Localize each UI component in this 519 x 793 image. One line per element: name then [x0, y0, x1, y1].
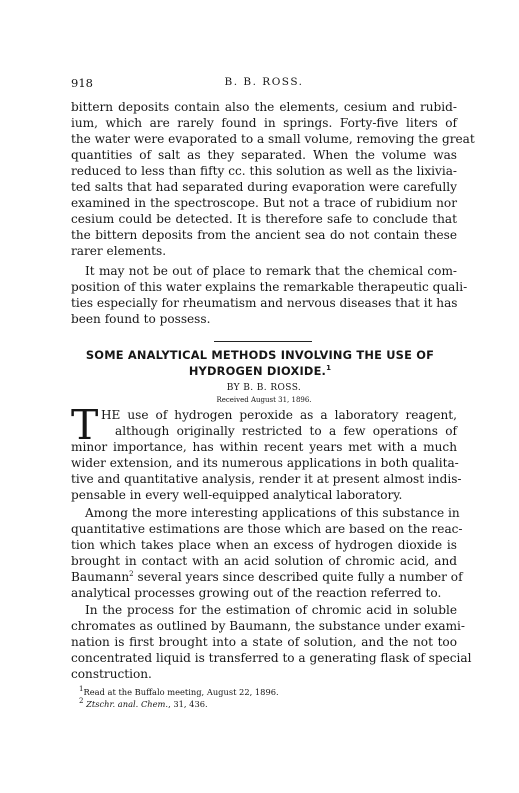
baumann-name: Baumann: [71, 570, 130, 585]
running-header: [71, 76, 457, 92]
footnote-1-mark: 1: [79, 685, 84, 694]
text-line: It may not be out of place to remark that the chemical com-: [85, 264, 457, 278]
article-title-line-1: SOME ANALYTICAL METHODS INVOLVING THE USE OF: [85, 348, 435, 362]
paragraph-chromic-acid: [71, 602, 472, 682]
text-line: rarer elements.: [71, 244, 167, 259]
footnote-2-ref: , 31, 436.: [168, 699, 208, 709]
text-line: reduced to less than fifty cc. this solution as well as the lixivia-: [71, 164, 457, 179]
article-byline: BY B. B. ROSS.: [226, 383, 302, 393]
paragraph-hydrogen-peroxide: [71, 439, 462, 503]
article-title-text: HYDROGEN DIOXIDE.: [188, 364, 327, 378]
text-line: minor importance, has within recent years met with a much: [71, 440, 457, 454]
footnote-2: [79, 698, 459, 710]
page-number: 918: [71, 76, 93, 90]
footnote-2-journal: Ztschr. anal. Chem.: [86, 699, 169, 709]
text-line: ties especially for rheumatism and nervous diseases that it has: [71, 296, 458, 311]
text-line: examined in the spectroscope. But not a trace of rubidium nor: [71, 196, 457, 211]
text-line: ted salts that had separated during evaporation were carefully: [71, 180, 457, 195]
text-line: quantities of salt as they separated. When the volume was: [71, 148, 457, 163]
text-line: been found to possess.: [71, 312, 211, 327]
text-line: construction.: [71, 667, 152, 682]
footnote-marker-2: 2: [129, 570, 134, 579]
drop-cap: T: [71, 401, 99, 449]
text-line: nation is first brought into a state of solution, and the not too: [71, 635, 457, 650]
text-line: In the process for the estimation of chromic acid in soluble: [85, 603, 457, 617]
footnote-1-text: Read at the Buffalo meeting, August 22, 1896.: [83, 687, 279, 697]
text-line: ium, which are rarely found in springs. Forty-five liters of: [71, 116, 457, 131]
text-line: wider extension, and its numerous applications in both qualita-: [71, 456, 459, 471]
text-line: concentrated liquid is transferred to a generating flask of special: [71, 651, 472, 666]
text-line: although originally restricted to a few operations of: [115, 424, 457, 439]
text-line: the bittern deposits from the ancient sea do not contain these: [71, 228, 457, 243]
paragraph-opening-lines: [101, 407, 457, 439]
text-line: the water were evaporated to a small volume, removing the great: [71, 132, 475, 147]
footnote-2-mark: 2: [79, 697, 84, 706]
paragraph-applications: [71, 505, 463, 601]
text-line: quantitative estimations are those which are based on the reac-: [71, 522, 463, 537]
text-line: bittern deposits contain also the elements, cesium and rubid-: [71, 100, 457, 114]
text-fragment: several years since described quite fully a number of: [137, 570, 463, 585]
received-date: Received August 31, 1896.: [216, 396, 312, 404]
article-title-line-2: [60, 364, 460, 378]
footnote-1: [79, 686, 459, 698]
text-line: Among the more interesting applications of this substance in: [85, 506, 460, 520]
text-line: tive and quantitative analysis, render it at present almost indis-: [71, 472, 462, 487]
paragraph-therapeutic: [71, 263, 468, 327]
section-divider: [214, 341, 312, 342]
text-line: cesium could be detected. It is therefore safe to conclude that: [71, 212, 457, 227]
text-line: chromates as outlined by Baumann, the substance under exami-: [71, 619, 466, 634]
running-head-author: B. B. ROSS.: [224, 76, 304, 88]
text-line: pensable in every well-equipped analytical laboratory.: [71, 488, 403, 503]
text-line: brought in contact with an acid solution of chromic acid, and: [71, 554, 457, 569]
text-line: HE use of hydrogen peroxide as a laboratory reagent,: [101, 408, 457, 422]
paragraph-bittern-deposits: [71, 99, 475, 259]
text-line: tion which takes place when an excess of hydrogen dioxide is: [71, 538, 457, 553]
text-line: [71, 569, 463, 585]
text-line: position of this water explains the remarkable therapeutic quali-: [71, 280, 468, 295]
title-footnote-marker: 1: [326, 364, 332, 373]
text-line: analytical processes growing out of the reaction referred to.: [71, 586, 442, 601]
